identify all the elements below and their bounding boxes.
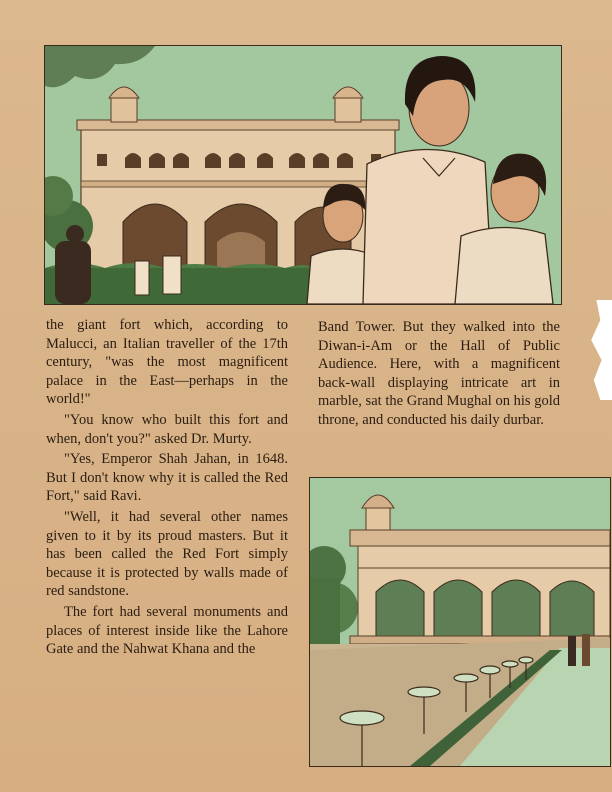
diwan-i-am-scene: [310, 478, 610, 766]
illustration-diwan-i-am: [309, 477, 611, 767]
paragraph: The fort had several monuments and places of interest inside like the Lahore Gate and the Nahwat Khana and the: [46, 603, 288, 658]
paragraph: "Yes, Emperor Shah Jahan, in 1648. But I don't know why it is called the Red Fort," said Ravi.: [46, 451, 288, 505]
torn-page-edge: [586, 300, 612, 400]
paragraph: "Well, it had several other names given to it by its proud masters. But it has been called the Red Fort simply because it is protected by walls made of red sandstone.: [46, 508, 288, 600]
paragraph: the giant fort which, according to Malucci, an Italian traveller of the 17th century, "was the most magnificent palace in the East—perhaps in the world!": [46, 317, 288, 408]
red-fort-scene: [45, 46, 561, 304]
paragraph: Band Tower. But they walked into the Diwan-i-Am or the Hall of Public Audience. Here, with a magnificent back-wall displaying intricate art in marble, sat the Grand Mughal on his gold throne, and conducted his daily durbar.: [318, 319, 560, 428]
paragraph: "You know who built this fort and when, don't you?" asked Dr. Murty.: [46, 411, 288, 447]
illustration-red-fort-with-visitors: [44, 45, 562, 305]
text-column-right: [318, 318, 560, 430]
text-column-left: [46, 316, 288, 659]
